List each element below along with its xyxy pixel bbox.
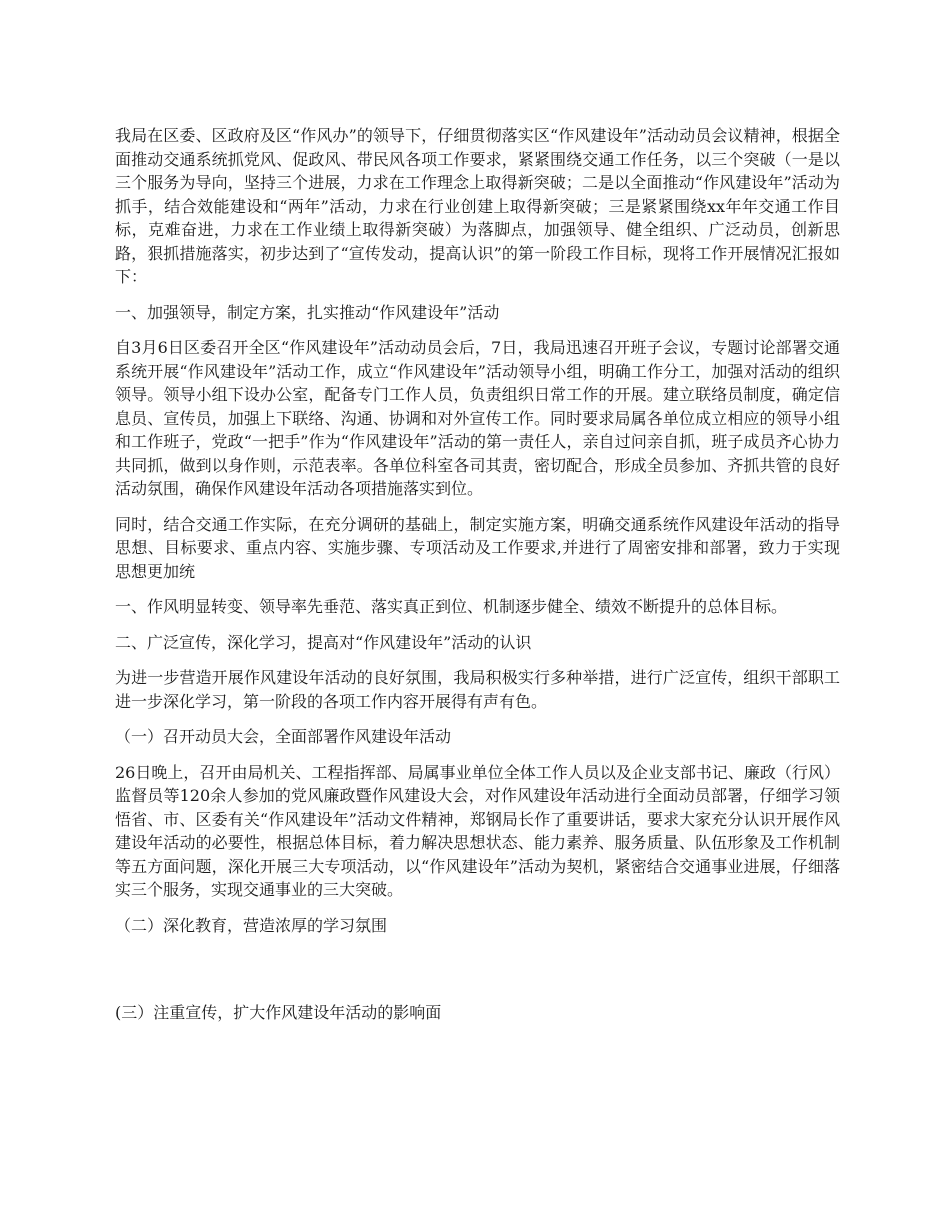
intro-paragraph: 我局在区委、区政府及区“作风办”的领导下，仔细贯彻落实区“作风建设年”活动动员会议精神，根据全面推动交通系统抓党风、促政风、带民风各项工作要求，紧紧围绕交通工作任务，以三个突破（一是以三个服务为导向，坚持三个进展，力求在工作理念上取得新突破；二是以全面推动“作风建设年”活动为抓手，结合效能建设和“两年”活动，力求在行业创建上取得新突破；三是紧紧围绕xx年年交通工作目标，克难奋进，力求在工作业绩上取得新突破）为落脚点，加强领导、健全组织、广泛动员，创新思路，狠抓措施落实，初步达到了“宣传发动，提高认识”的第一阶段工作目标，现将工作开展情况汇报如下： [115, 126, 840, 286]
document-body [115, 124, 840, 1037]
section-heading-1: 一、加强领导，制定方案，扎实推动“作风建设年”活动 [115, 302, 500, 322]
body-paragraph: 为进一步营造开展作风建设年活动的良好氛围，我局积极实行多种举措，进行广泛宣传，组织干部职工进一步深化学习，第一阶段的各项工作内容开展得有声有色。 [115, 668, 840, 711]
subsection-heading-2: （二）深化教育，营造浓厚的学习氛围 [115, 915, 388, 935]
body-paragraph: 自3月6日区委召开全区“作风建设年”活动动员会后，7日，我局迅速召开班子会议，专题讨论部署交通系统开展“作风建设年”活动工作，成立“作风建设年”活动领导小组，明确工作分工，加强对活动的组织领导。领导小组下设办公室，配备专门工作人员，负责组织日常工作的开展。建立联络员制度，确定信息员、宣传员，加强上下联络、沟通、协调和对外宣传工作。同时要求局属各单位成立相应的领导小组和工作班子，党政“一把手”作为“作风建设年”活动的第一责任人，亲自过问亲自抓，班子成员齐心协力共同抓，做到以身作则，示范表率。各单位科室各司其责，密切配合，形成全员参加、齐抓共管的良好活动氛围，确保作风建设年活动各项措施落实到位。 [115, 338, 840, 498]
subsection-heading-1: （一）召开动员大会，全面部署作风建设年活动 [115, 727, 452, 746]
body-paragraph: 26日晚上，召开由局机关、工程指挥部、局属事业单位全体工作人员以及企业支部书记、廉政（行风）监督员等120余人参加的党风廉政暨作风建设大会，对作风建设年活动进行全面动员部署，仔细学习领悟省、市、区委有关“作风建设年”活动文件精神，郑钢局长作了重要讲话，要求大家充分认识开展作风建设年活动的必要性，根据总体目标，着力解决思想状态、能力素养、服务质量、队伍形象及工作机制等五方面问题，深化开展三大专项活动，以“作风建设年”活动为契机，紧密结合交通事业进展，仔细落实三个服务，实现交通事业的三大突破。 [115, 762, 840, 899]
body-paragraph: 一、作风明显转变、领导率先垂范、落实真正到位、机制逐步健全、绩效不断提升的总体目标。 [115, 597, 788, 616]
blank-space [115, 949, 840, 1001]
subsection-heading-3: (三）注重宣传，扩大作风建设年活动的影响面 [115, 1003, 442, 1022]
section-heading-2: 二、广泛宣传，深化学习，提高对“作风建设年”活动的认识 [115, 632, 532, 652]
body-paragraph: 同时，结合交通工作实际，在充分调研的基础上，制定实施方案，明确交通系统作风建设年活动的指导思想、目标要求、重点内容、实施步骤、专项活动及工作要求,并进行了周密安排和部署，致力于实现思想更加统 [115, 514, 840, 581]
